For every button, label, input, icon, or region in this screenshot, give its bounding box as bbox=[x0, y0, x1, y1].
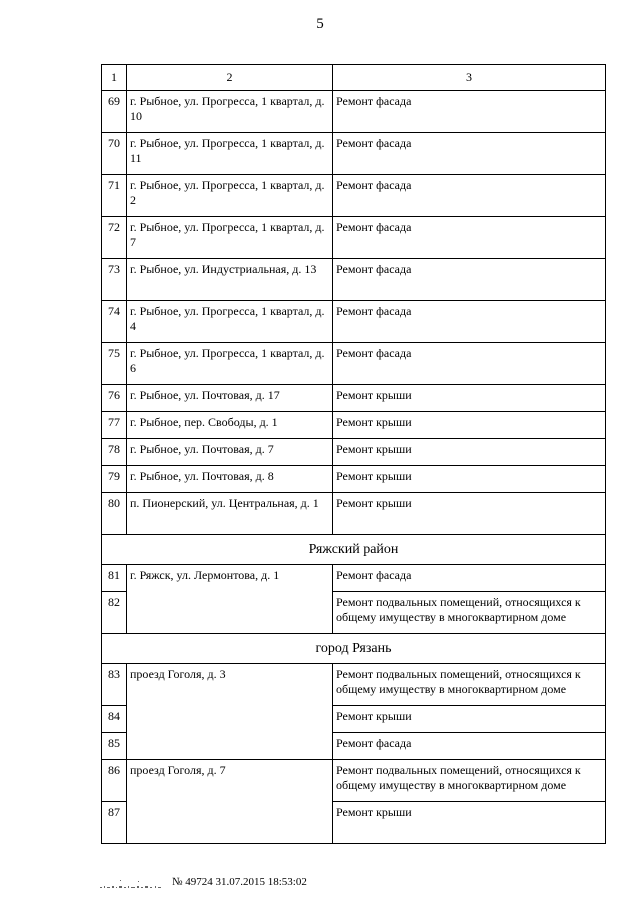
row-number: 72 bbox=[102, 217, 127, 259]
registration-stamp: № 49724 31.07.2015 18:53:02 bbox=[172, 876, 307, 888]
row-address: г. Рыбное, ул. Почтовая, д. 8 bbox=[127, 466, 333, 493]
row-work: Ремонт подвальных помещений, относящихся к общему имуществу в многоквартирном доме bbox=[333, 760, 606, 802]
table-row bbox=[102, 664, 606, 706]
row-number: 86 bbox=[102, 760, 127, 802]
row-address: проезд Гоголя, д. 3 bbox=[127, 664, 333, 760]
barcode-stamp-image bbox=[100, 878, 164, 890]
row-address: г. Рыбное, ул. Индустриальная, д. 13 bbox=[127, 259, 333, 301]
row-address: проезд Гоголя, д. 7 bbox=[127, 760, 333, 844]
row-address: г. Ряжск, ул. Лермонтова, д. 1 bbox=[127, 565, 333, 634]
table-row bbox=[102, 133, 606, 175]
row-address: г. Рыбное, ул. Почтовая, д. 7 bbox=[127, 439, 333, 466]
table-row bbox=[102, 259, 606, 301]
table-row bbox=[102, 217, 606, 259]
row-work: Ремонт фасада bbox=[333, 217, 606, 259]
table-row bbox=[102, 385, 606, 412]
row-number: 73 bbox=[102, 259, 127, 301]
table-row bbox=[102, 565, 606, 592]
row-address: г. Рыбное, ул. Прогресса, 1 квартал, д. 6 bbox=[127, 343, 333, 385]
row-work: Ремонт фасада bbox=[333, 133, 606, 175]
row-work: Ремонт фасада bbox=[333, 301, 606, 343]
region-title: Ряжский район bbox=[102, 535, 606, 565]
row-number: 84 bbox=[102, 706, 127, 733]
table-row bbox=[102, 91, 606, 133]
row-work: Ремонт крыши bbox=[333, 706, 606, 733]
table-header-row bbox=[102, 65, 606, 91]
region-header-row bbox=[102, 535, 606, 565]
table-row bbox=[102, 175, 606, 217]
row-number: 79 bbox=[102, 466, 127, 493]
table-row bbox=[102, 439, 606, 466]
row-address: г. Рыбное, ул. Прогресса, 1 квартал, д. 2 bbox=[127, 175, 333, 217]
row-work: Ремонт крыши bbox=[333, 466, 606, 493]
works-table bbox=[101, 64, 606, 844]
row-number: 83 bbox=[102, 664, 127, 706]
row-address: г. Рыбное, ул. Прогресса, 1 квартал, д. 7 bbox=[127, 217, 333, 259]
header-col-3: 3 bbox=[333, 65, 606, 91]
row-address: г. Рыбное, ул. Прогресса, 1 квартал, д. 4 bbox=[127, 301, 333, 343]
row-address: г. Рыбное, ул. Почтовая, д. 17 bbox=[127, 385, 333, 412]
row-address: г. Рыбное, ул. Прогресса, 1 квартал, д. 11 bbox=[127, 133, 333, 175]
table-row bbox=[102, 343, 606, 385]
row-number: 81 bbox=[102, 565, 127, 592]
row-number: 74 bbox=[102, 301, 127, 343]
row-work: Ремонт фасада bbox=[333, 91, 606, 133]
row-work: Ремонт подвальных помещений, относящихся к общему имуществу в многоквартирном доме bbox=[333, 664, 606, 706]
row-work: Ремонт фасада bbox=[333, 565, 606, 592]
row-work: Ремонт фасада bbox=[333, 259, 606, 301]
row-number: 78 bbox=[102, 439, 127, 466]
row-number: 71 bbox=[102, 175, 127, 217]
row-number: 75 bbox=[102, 343, 127, 385]
row-address: г. Рыбное, ул. Прогресса, 1 квартал, д. 10 bbox=[127, 91, 333, 133]
row-work: Ремонт подвальных помещений, относящихся к общему имуществу в многоквартирном доме bbox=[333, 592, 606, 634]
page-number: 5 bbox=[316, 16, 324, 32]
header-col-2: 2 bbox=[127, 65, 333, 91]
row-work: Ремонт фасада bbox=[333, 175, 606, 217]
row-number: 76 bbox=[102, 385, 127, 412]
row-address: г. Рыбное, пер. Свободы, д. 1 bbox=[127, 412, 333, 439]
table-row bbox=[102, 760, 606, 802]
row-number: 85 bbox=[102, 733, 127, 760]
row-work: Ремонт крыши bbox=[333, 802, 606, 844]
table-row bbox=[102, 412, 606, 439]
row-number: 70 bbox=[102, 133, 127, 175]
table-row bbox=[102, 493, 606, 535]
table-row bbox=[102, 301, 606, 343]
row-number: 80 bbox=[102, 493, 127, 535]
header-col-1: 1 bbox=[102, 65, 127, 91]
row-number: 82 bbox=[102, 592, 127, 634]
row-number: 87 bbox=[102, 802, 127, 844]
region-header-row bbox=[102, 634, 606, 664]
row-work: Ремонт фасада bbox=[333, 733, 606, 760]
row-number: 69 bbox=[102, 91, 127, 133]
table-row bbox=[102, 466, 606, 493]
row-work: Ремонт фасада bbox=[333, 343, 606, 385]
row-work: Ремонт крыши bbox=[333, 412, 606, 439]
row-work: Ремонт крыши bbox=[333, 439, 606, 466]
region-title: город Рязань bbox=[102, 634, 606, 664]
row-work: Ремонт крыши bbox=[333, 493, 606, 535]
row-number: 77 bbox=[102, 412, 127, 439]
row-address: п. Пионерский, ул. Центральная, д. 1 bbox=[127, 493, 333, 535]
row-work: Ремонт крыши bbox=[333, 385, 606, 412]
